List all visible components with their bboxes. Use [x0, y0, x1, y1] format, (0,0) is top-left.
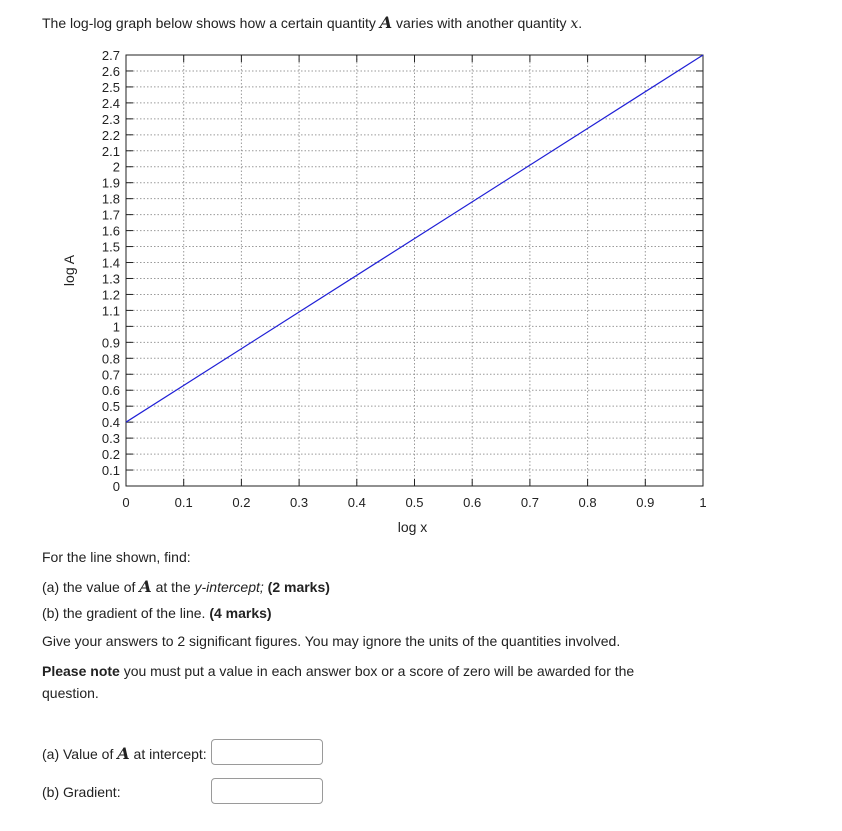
answer-a-suffix: at intercept: [129, 746, 207, 762]
x-tick-label: 1 [699, 495, 707, 510]
y-tick-label: 1.4 [101, 255, 120, 271]
plot-frame [126, 55, 703, 486]
y-tick-label: 0.7 [101, 367, 120, 383]
y-tick-label: 0.6 [101, 383, 120, 399]
y-tick-label: 0.9 [101, 335, 120, 351]
x-tick-label: 0.1 [174, 495, 193, 510]
question-part-b [42, 605, 272, 621]
y-tick-label: 2 [112, 159, 120, 175]
y-tick-label: 1.7 [101, 207, 120, 223]
intro-text [42, 13, 582, 32]
x-tick-label: 0.7 [520, 495, 539, 510]
y-tick-label: 2.7 [101, 48, 120, 63]
y-tick-labels [102, 48, 120, 494]
y-tick-label: 1 [112, 319, 120, 335]
y-tick-label: 0 [112, 479, 120, 494]
answer-a-prefix: (a) Value of [42, 746, 118, 762]
intro-var-a: A [379, 13, 393, 32]
answer-a-var: A [117, 744, 130, 763]
y-tick-label: 1.1 [101, 303, 120, 319]
part-a-marks: (2 marks) [267, 579, 330, 595]
y-tick-label: 0.3 [101, 431, 120, 447]
part-a-var: A [139, 577, 152, 596]
y-tick-label: 0.1 [101, 463, 120, 479]
y-tick-label: 2.6 [101, 63, 120, 79]
part-a-italic: y-intercept; [194, 579, 264, 595]
part-a-prefix: (a) the value of [42, 579, 140, 595]
answer-a-label [42, 744, 207, 763]
y-tick-label: 0.8 [101, 351, 120, 367]
x-tick-label: 0.4 [347, 495, 366, 510]
y-tick-label: 0.4 [101, 415, 120, 431]
chart-grid [126, 55, 703, 486]
gradient-answer-input[interactable] [211, 778, 323, 804]
part-b-marks: (4 marks) [209, 605, 272, 621]
intercept-answer-input[interactable] [211, 739, 323, 765]
x-tick-label: 0.9 [636, 495, 655, 510]
answer-b-label: (b) Gradient: [42, 784, 121, 800]
question-lead: For the line shown, find: [42, 549, 191, 565]
intro-text-before: The log-log graph below shows how a certain quantity [42, 15, 380, 31]
y-tick-label: 2.3 [101, 111, 120, 127]
y-tick-label: 2.2 [101, 127, 120, 143]
y-tick-label: 1.9 [101, 175, 120, 191]
x-tick-label: 0.3 [290, 495, 309, 510]
part-a-middle: at the [151, 579, 195, 595]
y-tick-label: 0.2 [101, 447, 120, 463]
x-tick-label: 0 [122, 495, 130, 510]
x-tick-label: 0.2 [232, 495, 251, 510]
y-tick-label: 0.5 [101, 399, 120, 415]
y-tick-label: 1.3 [101, 271, 120, 287]
log-log-chart [0, 40, 842, 540]
chart-ticks [126, 55, 703, 486]
x-axis-label: log x [397, 519, 428, 535]
intro-text-middle: varies with another quantity [392, 15, 571, 31]
note-bold: Please note [42, 663, 120, 679]
y-tick-label: 1.2 [101, 287, 120, 303]
x-tick-label: 0.8 [578, 495, 597, 510]
intro-text-end: . [578, 15, 583, 31]
part-b-text: (b) the gradient of the line. [42, 605, 206, 621]
submission-note [42, 660, 652, 704]
y-tick-label: 1.8 [101, 191, 120, 207]
y-tick-label: 2.5 [101, 79, 120, 95]
y-tick-label: 1.6 [101, 223, 120, 239]
y-tick-label: 2.1 [101, 143, 120, 159]
y-tick-label: 1.5 [101, 239, 120, 255]
note-rest: you must put a value in each answer box or a score of zero will be awarded for the question. [42, 663, 635, 701]
question-part-a [42, 577, 330, 596]
sig-figs-instruction: Give your answers to 2 significant figures. You may ignore the units of the quantities involved. [42, 633, 621, 649]
y-tick-label: 2.4 [101, 95, 120, 111]
intro-var-x: x [570, 16, 579, 32]
x-tick-labels [122, 495, 706, 510]
y-axis-label: log A [61, 254, 77, 287]
x-tick-label: 0.6 [463, 495, 482, 510]
x-tick-label: 0.5 [405, 495, 424, 510]
